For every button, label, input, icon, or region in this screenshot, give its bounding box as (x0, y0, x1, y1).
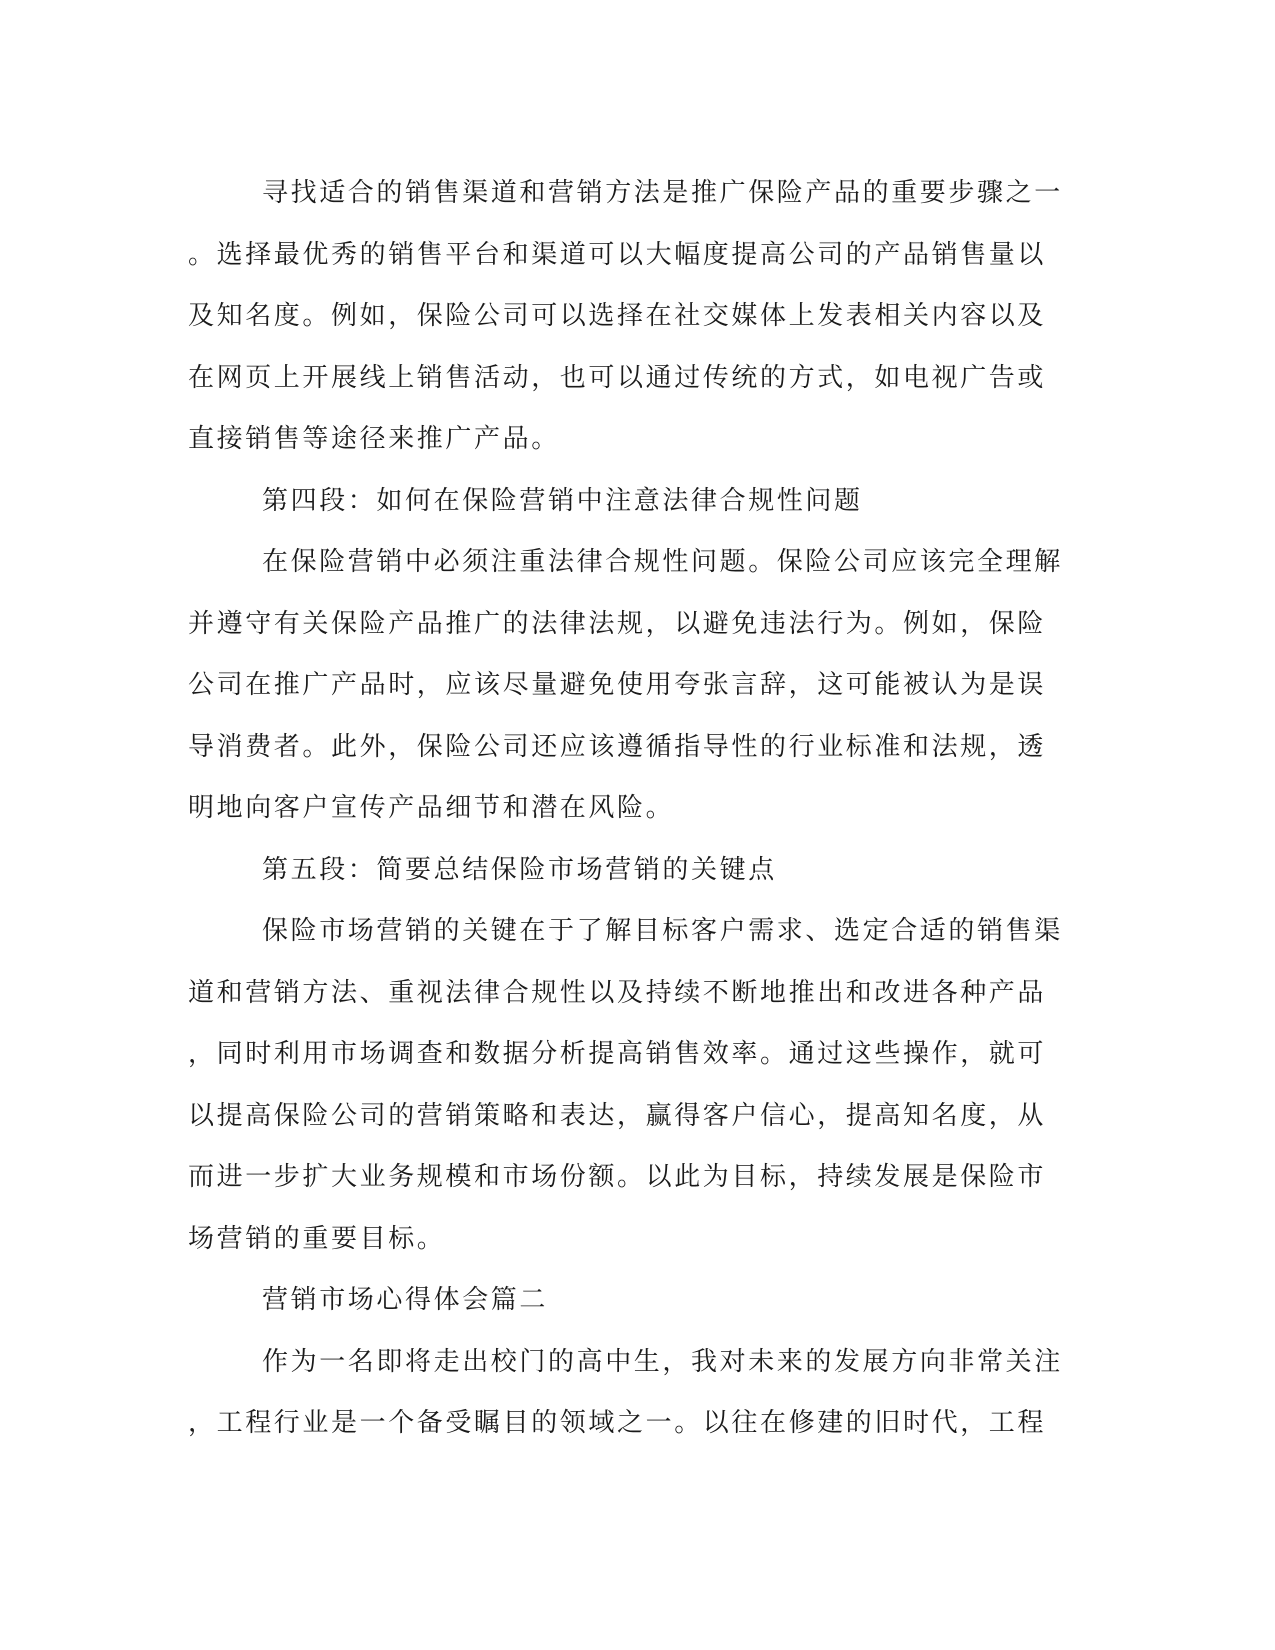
document-body (188, 163, 1070, 1455)
paragraph-line: 明地向客户宣传产品细节和潜在风险。 (188, 793, 675, 823)
paragraph-line: 。选择最优秀的销售平台和渠道可以大幅度提高公司的产品销售量以 (188, 239, 1047, 270)
section-heading: 营销市场心得体会篇二 (262, 1285, 549, 1315)
paragraph-line: 道和营销方法、重视法律合规性以及持续不断地推出和改进各种产品 (188, 977, 1047, 1008)
paragraph-line: 及知名度。例如，保险公司可以选择在社交媒体上发表相关内容以及 (188, 301, 1047, 331)
section-heading: 第四段：如何在保险营销中注意法律合规性问题 (262, 485, 863, 516)
paragraph-line: 直接销售等途径来推广产品。 (188, 424, 560, 454)
paragraph-line: ，工程行业是一个备受瞩目的领域之一。以往在修建的旧时代，工程 (188, 1408, 1047, 1438)
paragraph-line: 寻找适合的销售渠道和营销方法是推广保险产品的重要步骤之一 (262, 178, 1063, 208)
paragraph-line: 公司在推广产品时，应该尽量避免使用夸张言辞，这可能被认为是误 (188, 670, 1047, 700)
paragraph-line: ，同时利用市场调查和数据分析提高销售效率。通过这些操作，就可 (188, 1039, 1047, 1069)
paragraph-line: 以提高保险公司的营销策略和表达，赢得客户信心，提高知名度，从 (188, 1100, 1047, 1131)
paragraph-line: 作为一名即将走出校门的高中生，我对未来的发展方向非常关注 (262, 1346, 1063, 1377)
paragraph-line: 导消费者。此外，保险公司还应该遵循指导性的行业标准和法规，透 (188, 731, 1047, 762)
paragraph-line: 而进一步扩大业务规模和市场份额。以此为目标，持续发展是保险市 (188, 1162, 1047, 1192)
paragraph-line: 在保险营销中必须注重法律合规性问题。保险公司应该完全理解 (262, 547, 1063, 577)
section-heading: 第五段：简要总结保险市场营销的关键点 (262, 854, 777, 885)
paragraph-line: 场营销的重要目标。 (188, 1223, 446, 1254)
paragraph-line: 在网页上开展线上销售活动，也可以通过传统的方式，如电视广告或 (188, 362, 1047, 393)
paragraph-line: 并遵守有关保险产品推广的法律法规，以避免违法行为。例如，保险 (188, 608, 1047, 639)
paragraph-line: 保险市场营销的关键在于了解目标客户需求、选定合适的销售渠 (262, 916, 1063, 946)
